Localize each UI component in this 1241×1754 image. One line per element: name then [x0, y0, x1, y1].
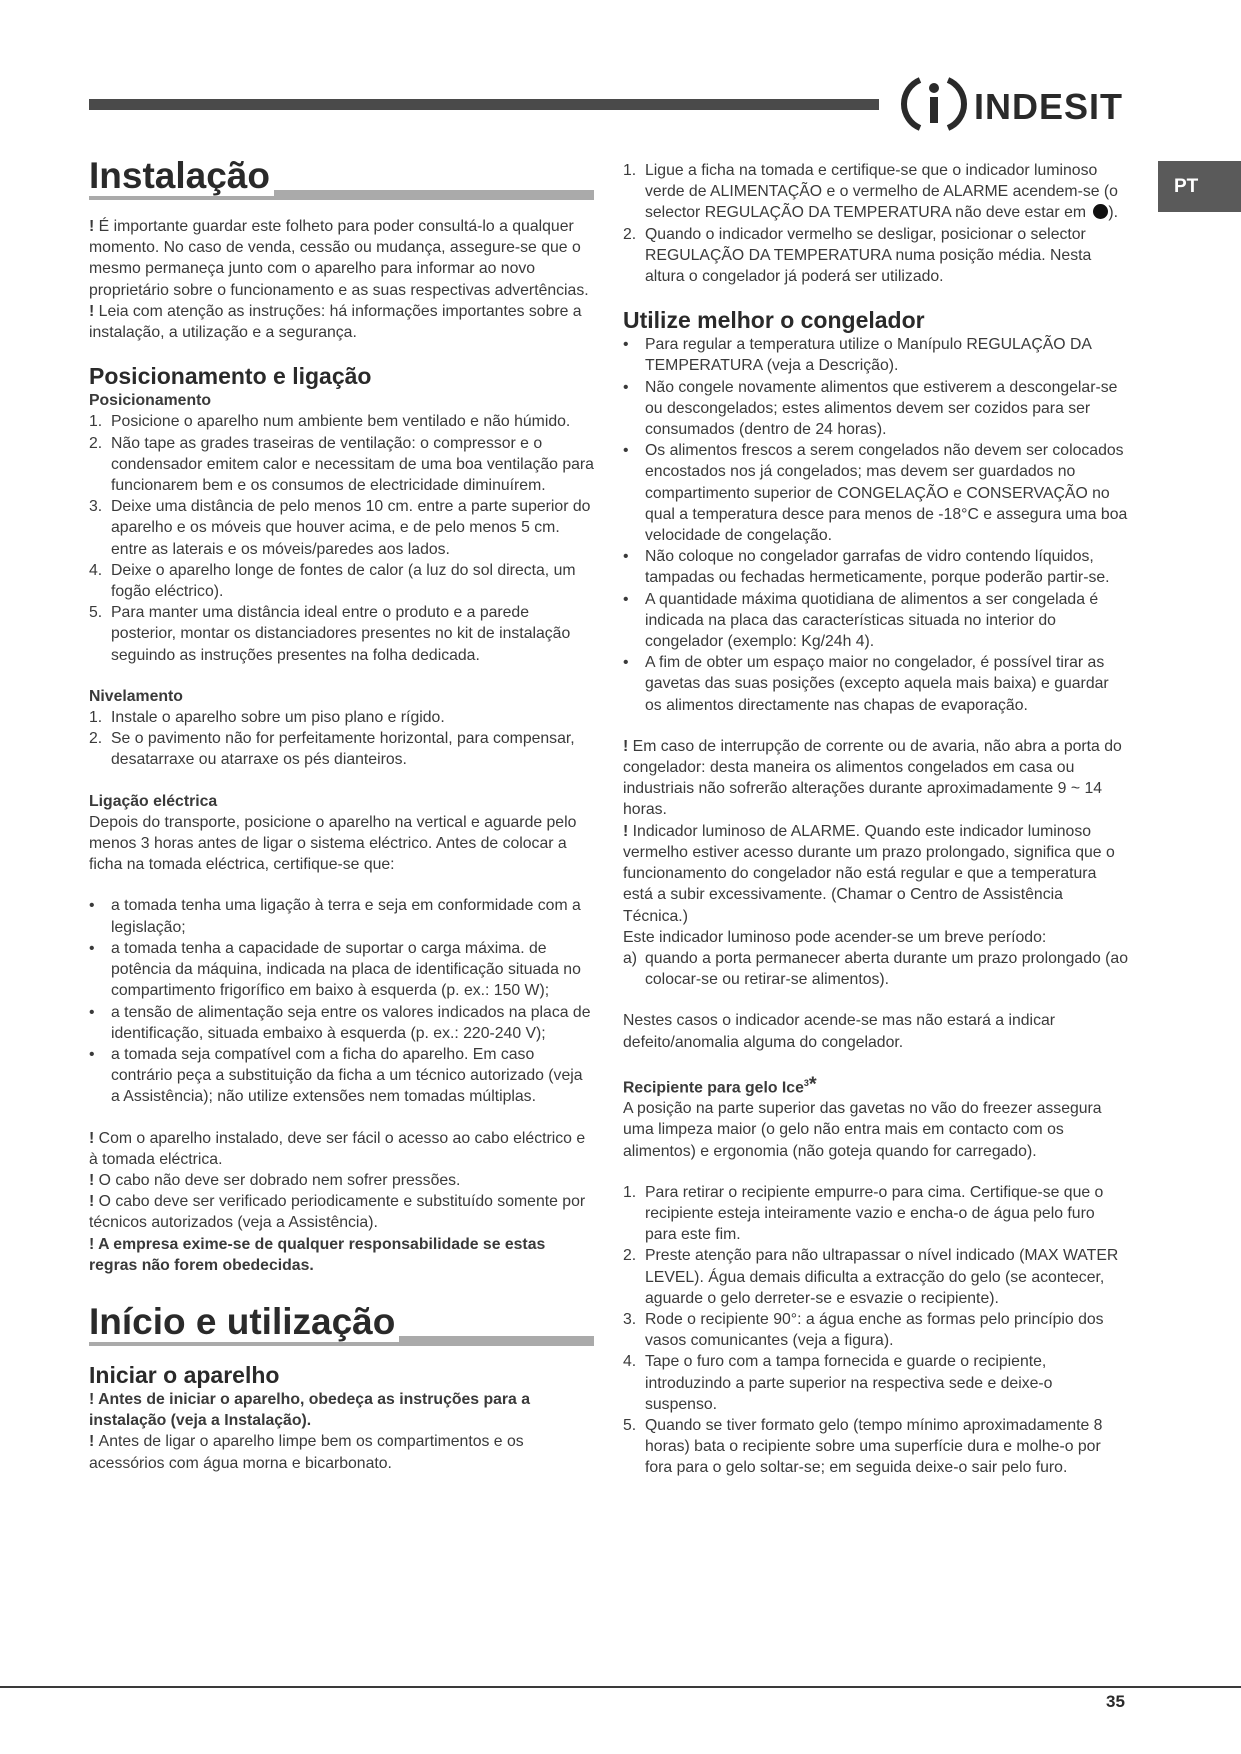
- section-title-start-use: Início e utilização: [89, 1296, 594, 1346]
- electrical-subheading: Ligação eléctrica: [89, 792, 218, 810]
- list-item: 1. Posicione o aparelho num ambiente bem ventilado e não húmido.: [89, 413, 571, 431]
- list-item: a) quando a porta permanecer aberta durante um prazo prolongado (ao colocar-se ou retirar-se alimentos).: [623, 949, 1129, 989]
- electrical-bullets: [89, 895, 594, 1107]
- list-item: • a tensão de alimentação seja entre os valores indicados na placa de identificação, situada embaixo à esquerda (p. ex.: 220-240 V);: [89, 1003, 591, 1042]
- list-item: 1. Instale o aparelho sobre um piso plano e rígido.: [89, 709, 445, 727]
- list-item: 2. Quando o indicador vermelho se desligar, posicionar o selector REGULAÇÃO DA TEMPERATURA numa posição média. Nesta altura o congelador já poderá ser utilizado.: [623, 225, 1092, 286]
- list-item: • Os alimentos frescos a serem congelados não devem ser colocados encostados nos já congelados; mas devem ser guardados no compartimento superior de CONGELAÇÃO e CONSERVAÇÃO no qual a temperatura desce para menos de -18°C e assegura uma boa velocidade de congelação.: [623, 442, 1128, 545]
- list-item: 3. Deixe uma distância de pelo menos 10 cm. entre a parte superior do aparelho e os móveis que houver acima, e de pelo menos 5 cm. entre as laterais e os móveis/paredes aos lados.: [89, 498, 591, 558]
- intro-paragraph-2: ! Leia com atenção as instruções: há informações importantes sobre a instalação, a utilização e a segurança.: [89, 302, 582, 342]
- best-use-bullets: [623, 334, 1128, 716]
- right-column: [623, 160, 1128, 1479]
- list-item: 2. Preste atenção para não ultrapassar o nível indicado (MAX WATER LEVEL). Água demais dificulta a extracção do gelo (se acontecer, aguarde o gelo derreter-se e esvazie o recipiente).: [623, 1247, 1119, 1307]
- alarm-warning: ! Indicador luminoso de ALARME. Quando este indicador luminoso vermelho estiver acesso durante um prazo prolongado, significa que o funcionamento do congelador não está regular e que a temperatura está a subir excessivamente. (Chamar o Centro de Assistência Técnica.): [623, 822, 1115, 925]
- brand-name: INDESIT: [974, 86, 1124, 127]
- alarm-list: [623, 948, 1128, 990]
- warning-3: ! O cabo deve ser verificado periodicamente e substituído somente por técnicos autorizados (veja a Assistência).: [89, 1193, 586, 1232]
- footer-rule: [0, 1686, 1241, 1688]
- indesit-emblem-icon: [900, 72, 970, 134]
- list-item: 5. Para manter uma distância ideal entre o produto e a parede posterior, montar os distanciadores presentes no kit de instalação seguindo as instruções presentes na folha dedicada.: [89, 604, 571, 664]
- list-item: 2. Se o pavimento não for perfeitamente horizontal, para compensar, desatarraxe ou atarraxe os pés dianteiros.: [89, 730, 575, 769]
- page-number: 35: [1106, 1692, 1125, 1711]
- positioning-list: [89, 411, 594, 665]
- alarm-text: Este indicador luminoso pode acender-se um breve período:: [623, 928, 1047, 946]
- list-item: • a tomada tenha uma ligação à terra e seja em conformidade com a legislação;: [89, 897, 581, 936]
- warning-1: ! Com o aparelho instalado, deve ser fácil o acesso ao cabo eléctrico e à tomada eléctrica.: [89, 1129, 586, 1168]
- left-column: [89, 150, 594, 1474]
- start-heading: Iniciar o aparelho: [89, 1361, 280, 1388]
- list-item: 2. Não tape as grades traseiras de ventilação: o compressor e o condensador emitem calor e necessitam de uma boa ventilação para funcionarem bem e os consumos de electricidade diminuírem.: [89, 434, 594, 495]
- intro-paragraph-1: ! É importante guardar este folheto para poder consultá-lo a qualquer momento. No caso de venda, cessão ou mudança, assegure-se que o mesmo permaneça junto com o aparelho para informar ao novo proprietário sobre o funcionamento e as suas respectivas advertências.: [89, 218, 589, 299]
- list-item: 5. Quando se tiver formato gelo (tempo mínimo aproximadamente 8 horas) bata o recipiente sobre uma superfície dura e molhe-o por fora para o gelo soltar-se; em seguida deixe-o sair pelo furo.: [623, 1417, 1103, 1477]
- section-title-installation: Instalação: [89, 150, 594, 200]
- list-item: • Para regular a temperatura utilize o Manípulo REGULAÇÃO DA TEMPERATURA (veja a Descrição).: [623, 336, 1092, 375]
- electrical-text: Depois do transporte, posicione o aparelho na vertical e aguarde pelo menos 3 horas antes de ligar o sistema eléctrico. Antes de colocar a ficha na tomada eléctrica, certifique-se que:: [89, 813, 577, 874]
- ice-text: A posição na parte superior das gavetas no vão do freezer assegura uma limpeza maior (o gelo não entra mais em contacto com os alimentos) e ergonomia (não goteja quando for carregado).: [623, 1100, 1102, 1160]
- list-item: • Não coloque no congelador garrafas de vidro contendo líquidos, tampadas ou fechadas hermeticamente, porque poderão partir-se.: [623, 548, 1110, 587]
- warning-4: ! A empresa exime-se de qualquer responsabilidade se estas regras não forem obedecidas.: [89, 1235, 546, 1274]
- list-item: 3. Rode o recipiente 90°: a água enche as formas pelo princípio dos vasos comunicantes (veja a figura).: [623, 1311, 1104, 1350]
- best-use-heading: Utilize melhor o congelador: [623, 307, 925, 334]
- list-item: 4. Deixe o aparelho longe de fontes de calor (a luz do sol directa, um fogão eléctrico).: [89, 561, 576, 601]
- list-item: • A quantidade máxima quotidiana de alimentos a ser congelada é indicada na placa das características situada no interior do congelador (exemplo: Kg/24h 4).: [623, 590, 1099, 651]
- start-text: ! Antes de ligar o aparelho limpe bem os compartimentos e os acessórios com água morna e bicarbonato.: [89, 1433, 524, 1472]
- list-item: • a tomada seja compatível com a ficha do aparelho. Em caso contrário peça a substituição da ficha a um técnico autorizado (veja a Assistência); não utilize extensões nem tomadas múltiplas.: [89, 1045, 583, 1106]
- list-item: 1. Ligue a ficha na tomada e certifique-se que o indicador luminoso verde de ALIMENTAÇÃO e o vermelho de ALARME acendem-se (o selector REGULAÇÃO DA TEMPERATURA não deve estar em ).: [623, 162, 1119, 222]
- ice-heading: Recipiente para gelo Ice$^3$*: [623, 1072, 817, 1096]
- power-failure-warning: ! Em caso de interrupção de corrente ou de avaria, não abra a porta do congelador: desta maneira os alimentos congelados em casa ou industriais não sofrerão alterações durante aproximadamente 9 ~ 14 horas.: [623, 737, 1122, 819]
- alarm-note: Nestes casos o indicador acende-se mas não estará a indicar defeito/anomalia alguma do congelador.: [623, 1012, 1056, 1051]
- list-item: 1. Para retirar o recipiente empurre-o para cima. Certifique-se que o recipiente esteja inteiramente vazio e encha-o de água pelo furo para este fim.: [623, 1183, 1104, 1244]
- start-bold-warning: ! Antes de iniciar o aparelho, obedeça as instruções para a instalação (veja a Instalação).: [89, 1390, 531, 1430]
- warning-2: ! O cabo não deve ser dobrado nem sofrer pressões.: [89, 1171, 461, 1189]
- list-item: • a tomada tenha a capacidade de suportar o carga máxima. de potência da máquina, indicada na placa de identificação situada no compartimento frigorífico em baixo à esquerda (p. ex.: 150 W);: [89, 939, 581, 1000]
- dot-position-icon: [1093, 204, 1108, 219]
- positioning-heading: Posicionamento e ligação: [89, 363, 372, 390]
- leveling-subheading: Nivelamento: [89, 687, 183, 705]
- list-item: • Não congele novamente alimentos que estiverem a descongelar-se ou descongelados; estes alimentos devem ser cozidos para ser consumados (dentro de 24 horas).: [623, 378, 1118, 439]
- list-item: 4. Tape o furo com a tampa fornecida e guarde o recipiente, introduzindo a parte superior na respectiva sede e deixe-o suspenso.: [623, 1353, 1053, 1413]
- start-steps: [623, 160, 1128, 287]
- header-rule: [89, 99, 879, 110]
- leveling-list: [89, 707, 594, 771]
- positioning-subheading: Posicionamento: [89, 392, 212, 410]
- language-tab: PT: [1158, 161, 1241, 212]
- ice-steps: [623, 1182, 1128, 1479]
- list-item: • A fim de obter um espaço maior no congelador, é possível tirar as gavetas das suas posições (excepto aquela mais baixa) e guardar os alimentos directamente nas chapas de evaporação.: [623, 654, 1109, 714]
- brand-logo: [900, 72, 1130, 134]
